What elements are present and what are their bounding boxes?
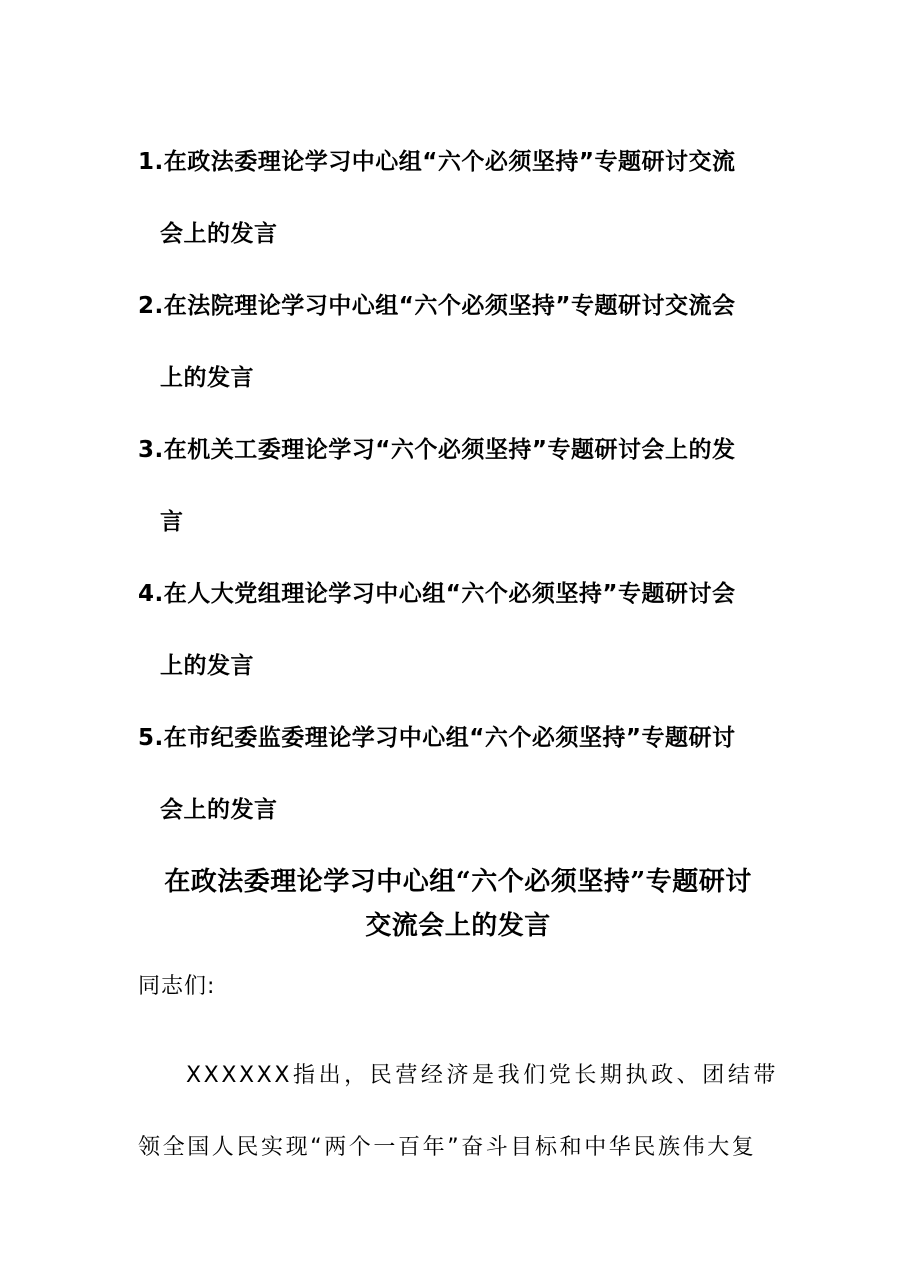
toc-item-2[interactable] — [138, 282, 778, 414]
salutation: 同志们: — [138, 974, 216, 999]
document-title-line2: 交流会上的发言 — [365, 911, 551, 941]
toc-item-1[interactable] — [138, 138, 778, 270]
toc-item-text: 5.在市纪委监委理论学习中心组“六个必须坚持”专题研讨 — [138, 725, 736, 751]
toc-item-3[interactable] — [138, 426, 778, 558]
document-title — [138, 860, 778, 948]
toc-item-text-continued: 会上的发言 — [160, 221, 278, 247]
toc-item-text-continued: 上的发言 — [160, 653, 254, 679]
document-title-line1: 在政法委理论学习中心组“六个必须坚持”专题研讨 — [164, 867, 752, 897]
table-of-contents — [138, 138, 778, 846]
toc-item-text: 3.在机关工委理论学习“六个必须坚持”专题研讨会上的发 — [138, 437, 736, 463]
toc-item-4[interactable] — [138, 570, 778, 702]
toc-item-text: 2.在法院理论学习中心组“六个必须坚持”专题研讨交流会 — [138, 293, 736, 319]
toc-item-text-continued: 会上的发言 — [160, 797, 278, 823]
toc-item-text-continued: 言 — [160, 509, 184, 535]
body-paragraph: XXXXXX指出，民营经济是我们党长期执政、团结带领全国人民实现“两个一百年”奋斗目标和中华民族伟大复 — [138, 1063, 778, 1160]
toc-item-5[interactable] — [138, 714, 778, 846]
toc-item-text-continued: 上的发言 — [160, 365, 254, 391]
toc-item-text: 1.在政法委理论学习中心组“六个必须坚持”专题研讨交流 — [138, 149, 736, 175]
toc-item-text: 4.在人大党组理论学习中心组“六个必须坚持”专题研讨会 — [138, 581, 736, 607]
